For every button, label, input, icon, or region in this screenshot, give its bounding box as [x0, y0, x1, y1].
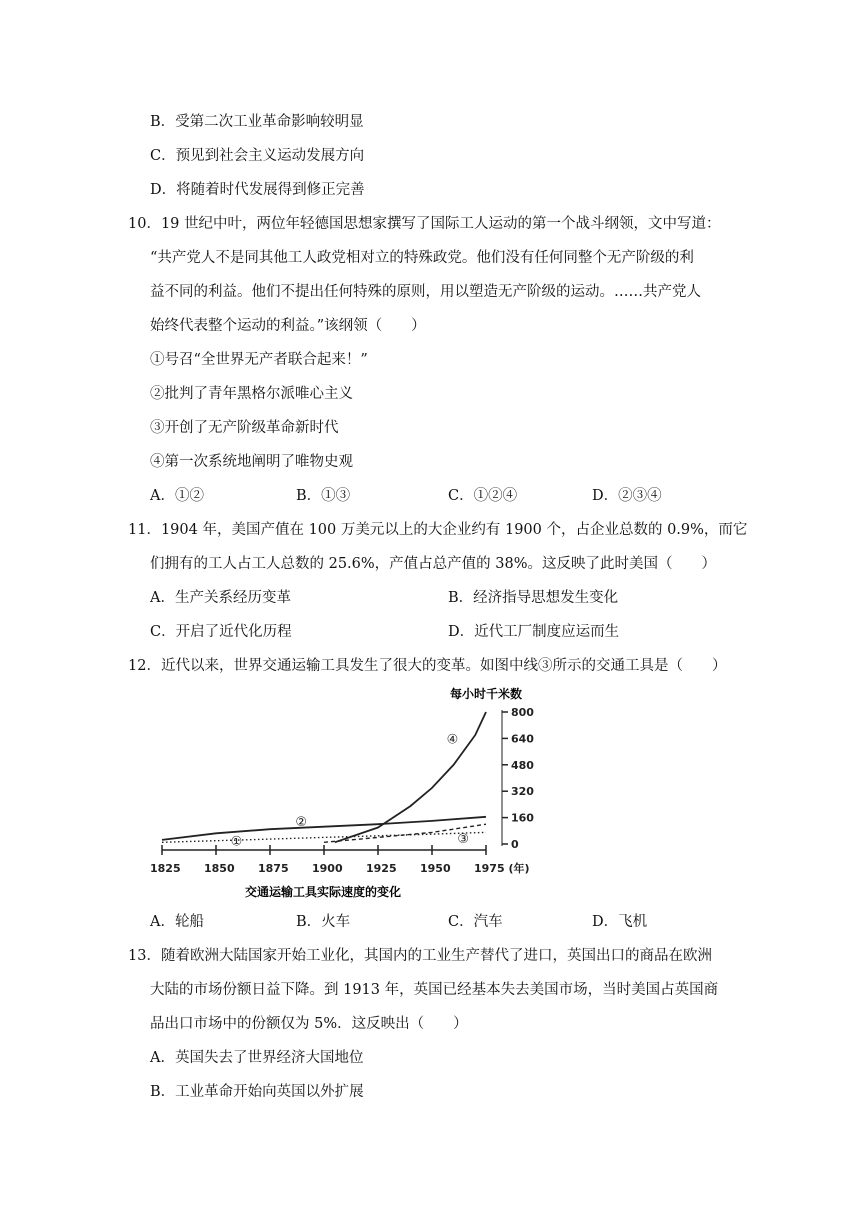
q11-option-b: B．经济指导思想发生变化 — [448, 590, 619, 606]
q10-stem-line-3: 益不同的利益。他们不提出任何特殊的原则，用以塑造无产阶级的运动。……共产党人 — [150, 284, 701, 300]
q12-option-d: D．飞机 — [592, 914, 648, 930]
q13-stem-line-1: 13．随着欧洲大陆国家开始工业化，其国内的工业生产替代了进口，英国出口的商品在欧洲 — [128, 948, 712, 964]
q10-option-b: B．①③ — [296, 488, 351, 504]
chart-x-tick-label: 1900 — [312, 862, 343, 875]
chart-x-tick-label: 1850 — [204, 862, 235, 875]
q10-statement-1: ①号召“全世界无产者联合起来！” — [150, 352, 368, 368]
q9-option-d: D．将随着时代发展得到修正完善 — [150, 182, 365, 198]
q11-option-d: D．近代工厂制度应运而生 — [448, 624, 620, 640]
chart-title: 交通运输工具实际速度的变化 — [245, 885, 402, 899]
q10-option-c: C．①②④ — [448, 488, 518, 504]
q12-stem-line-1: 12．近代以来，世界交通运输工具发生了很大的变革。如图中线③所示的交通工具是（ ） — [128, 658, 727, 674]
q10-statement-3: ③开创了无产阶级革命新时代 — [150, 420, 339, 436]
q10-statement-2: ②批判了青年黑格尔派唯心主义 — [150, 386, 353, 402]
chart-x-tick-label: 1975 (年) — [474, 862, 530, 875]
chart-y-tick-label: 800 — [511, 706, 534, 719]
chart-x-tick-label: 1825 — [150, 862, 181, 875]
q11-option-c: C．开启了近代化历程 — [150, 624, 292, 640]
q10-stem-line-4: 始终代表整个运动的利益。”该纲领（ ） — [150, 318, 426, 334]
chart-y-tick-label: 320 — [511, 785, 534, 799]
chart-x-tick-label: 1875 — [258, 862, 289, 875]
chart-series-label: ① — [230, 834, 243, 850]
speed-chart — [150, 684, 550, 904]
q13-stem-line-3: 品出口市场中的份额仅为 5%．这反映出（ ） — [150, 1016, 468, 1032]
chart-series-line — [162, 814, 486, 840]
q10-stem-line-1: 10．19 世纪中叶，两位年轻德国思想家撰写了国际工人运动的第一个战斗纲领，文中写道： — [128, 216, 721, 232]
q11-stem-line-1: 11．1904 年，美国产值在 100 万美元以上的大企业约有 1900 个，占企业总数的 0.9%，而它 — [128, 522, 748, 538]
q12-option-b: B．火车 — [296, 914, 351, 930]
q13-option-b: B．工业革命开始向英国以外扩展 — [150, 1084, 364, 1100]
chart-series-label: ③ — [457, 832, 470, 848]
q10-statement-4: ④第一次系统地阐明了唯物史观 — [150, 454, 353, 470]
chart-y-tick-label: 0 — [511, 838, 519, 851]
q12-option-a: A．轮船 — [150, 914, 204, 930]
q9-option-b: B．受第二次工业革命影响较明显 — [150, 114, 364, 130]
q13-stem-line-2: 大陆的市场份额日益下降。到 1913 年，英国已经基本失去美国市场，当时美国占英国商 — [150, 982, 719, 998]
q10-stem-line-2: “共产党人不是同其他工人政党相对立的特殊政党。他们没有任何同整个无产阶级的利 — [150, 250, 694, 266]
chart-series-label: ④ — [446, 732, 459, 748]
chart-series-label: ② — [295, 814, 308, 830]
chart-x-tick-label: 1950 — [420, 862, 451, 875]
chart-y-axis-label: 每小时千米数 — [450, 687, 523, 701]
chart-y-tick-label: 160 — [511, 811, 534, 825]
q10-option-a: A．①② — [150, 488, 204, 504]
chart-y-tick-label: 640 — [511, 732, 534, 746]
q11-option-a: A．生产关系经历变革 — [150, 590, 291, 606]
q10-option-d: D．②③④ — [592, 488, 662, 504]
q9-option-c: C．预见到社会主义运动发展方向 — [150, 148, 365, 164]
q11-stem-line-2: 们拥有的工人占工人总数的 25.6%，产值占总产值的 38%。这反映了此时美国（ ） — [150, 556, 717, 572]
q12-option-c: C．汽车 — [448, 914, 503, 930]
q13-option-a: A．英国失去了世界经济大国地位 — [150, 1050, 364, 1066]
chart-y-tick-label: 480 — [511, 758, 534, 772]
chart-x-tick-label: 1925 — [366, 862, 397, 875]
